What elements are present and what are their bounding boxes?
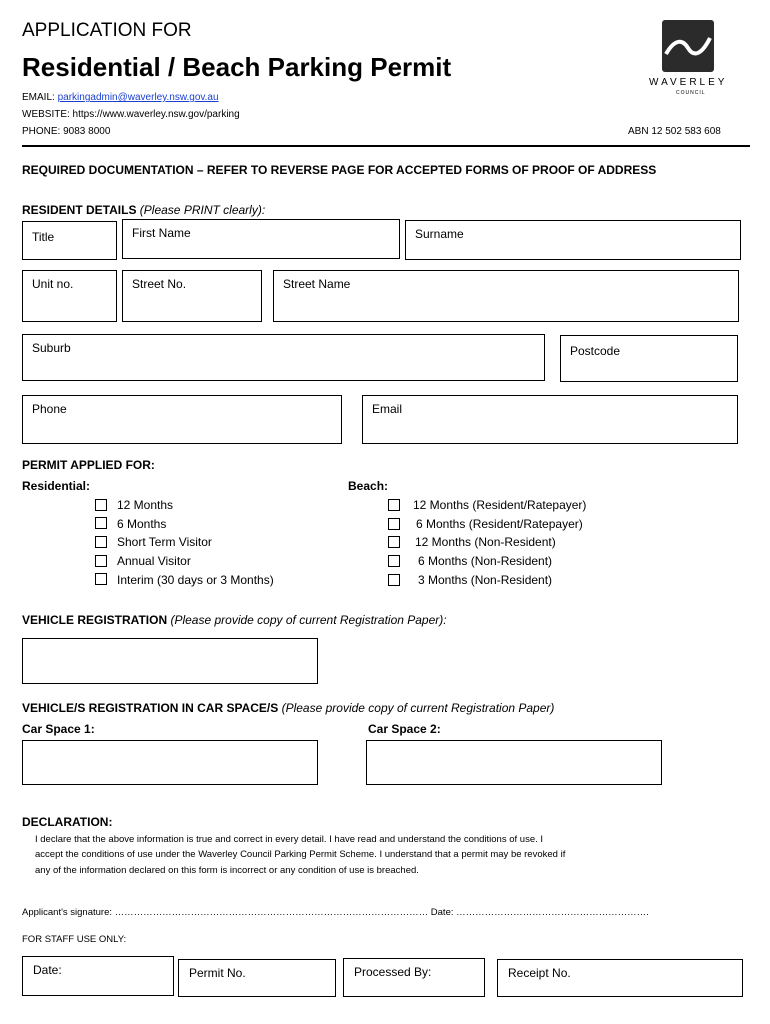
staff-permit-no-field[interactable] [178, 959, 336, 997]
beach-12-months-non-resident-checkbox[interactable] [388, 536, 400, 548]
required-documentation-note: REQUIRED DOCUMENTATION – REFER TO REVERSE PAGE FOR ACCEPTED FORMS OF PROOF OF ADDRESS [22, 163, 657, 177]
residential-option-label: Short Term Visitor [117, 535, 212, 549]
beach-option-label: 12 Months (Resident/Ratepayer) [413, 498, 587, 512]
car-space-heading-text: VEHICLE/S REGISTRATION IN CAR SPACE/S [22, 701, 279, 715]
beach-6-months-resident-checkbox[interactable] [388, 518, 400, 530]
postcode-label: Postcode [570, 344, 621, 358]
street-no-field[interactable] [122, 270, 262, 322]
permit-applied-heading: PERMIT APPLIED FOR: [22, 458, 155, 472]
car-space-2-field[interactable] [366, 740, 662, 785]
declaration-line-1: I declare that the above information is true and correct in every detail. I have read and understand the conditions of use. I [35, 834, 544, 845]
title-label: Title [32, 230, 55, 244]
email-label: EMAIL: [22, 92, 55, 103]
declaration-heading: DECLARATION: [22, 815, 113, 829]
beach-3-months-non-resident-checkbox[interactable] [388, 574, 400, 586]
suburb-field[interactable] [22, 334, 545, 381]
logo-name: WAVERLEY [649, 77, 728, 88]
phone-line: PHONE: 9083 8000 [22, 126, 111, 137]
phone-field[interactable] [22, 395, 342, 444]
residential-interim-checkbox[interactable] [95, 573, 107, 585]
first-name-label: First Name [132, 226, 191, 240]
car-space-2-label: Car Space 2: [368, 722, 441, 736]
surname-label: Surname [415, 227, 464, 241]
residential-option-label: Annual Visitor [117, 554, 191, 568]
application-for-label: APPLICATION FOR [22, 20, 192, 41]
email-line [22, 92, 219, 103]
surname-field[interactable] [405, 220, 741, 260]
staff-date-field[interactable] [22, 956, 174, 996]
resident-details-heading [22, 203, 265, 217]
logo-sub: COUNCIL [676, 90, 706, 96]
car-space-heading-note: (Please provide copy of current Registration Paper) [281, 701, 555, 715]
residential-6-months-checkbox[interactable] [95, 517, 107, 529]
resident-heading-text: RESIDENT DETAILS [22, 203, 137, 217]
beach-12-months-resident-checkbox[interactable] [388, 499, 400, 511]
beach-option-label: 6 Months (Non-Resident) [418, 554, 553, 568]
header-divider [22, 145, 750, 147]
beach-option-label: 3 Months (Non-Resident) [418, 573, 553, 587]
waverley-logo-icon [662, 20, 714, 72]
car-space-1-field[interactable] [22, 740, 318, 785]
street-name-field[interactable] [273, 270, 739, 322]
staff-date-label: Date: [33, 963, 62, 977]
car-space-heading [22, 701, 554, 715]
residential-12-months-checkbox[interactable] [95, 499, 107, 511]
postcode-field[interactable] [560, 335, 738, 382]
email-link[interactable]: parkingadmin@waverley.nsw.gov.au [57, 92, 219, 103]
staff-use-heading: FOR STAFF USE ONLY: [22, 934, 127, 945]
abn-line: ABN 12 502 583 608 [628, 126, 721, 137]
title-field[interactable] [22, 221, 117, 260]
resident-heading-note: (Please PRINT clearly): [139, 203, 266, 217]
residential-option-label: Interim (30 days or 3 Months) [117, 573, 274, 587]
residential-option-label: 12 Months [117, 498, 174, 512]
unit-no-label: Unit no. [32, 277, 74, 291]
staff-permit-no-label: Permit No. [189, 966, 246, 980]
residential-short-term-visitor-checkbox[interactable] [95, 536, 107, 548]
beach-6-months-non-resident-checkbox[interactable] [388, 555, 400, 567]
residential-annual-visitor-checkbox[interactable] [95, 555, 107, 567]
unit-no-field[interactable] [22, 270, 117, 322]
vehicle-registration-heading [22, 613, 447, 627]
declaration-line-3: any of the information declared on this form is incorrect or any condition of use is breached. [35, 865, 419, 876]
email-field[interactable] [362, 395, 738, 444]
beach-option-label: 6 Months (Resident/Ratepayer) [416, 517, 583, 531]
phone-label: Phone [32, 402, 67, 416]
website-line: WEBSITE: https://www.waverley.nsw.gov/parking [22, 109, 240, 120]
suburb-label: Suburb [32, 341, 71, 355]
residential-label: Residential: [22, 479, 91, 493]
staff-processed-by-label: Processed By: [354, 965, 432, 979]
applicant-signature-line[interactable]: Applicant's signature: ……………………………………………………………………………………… Date: ……………………………………………………. [22, 907, 649, 918]
page-title: Residential / Beach Parking Permit [22, 52, 452, 82]
beach-option-label: 12 Months (Non-Resident) [415, 535, 556, 549]
first-name-field[interactable] [122, 219, 400, 259]
vehicle-heading-text: VEHICLE REGISTRATION [22, 613, 168, 627]
beach-label: Beach: [348, 479, 389, 493]
vehicle-registration-field[interactable] [22, 638, 318, 684]
staff-receipt-no-field[interactable] [497, 959, 743, 997]
street-name-label: Street Name [283, 277, 351, 291]
staff-processed-by-field[interactable] [343, 958, 485, 997]
street-no-label: Street No. [132, 277, 187, 291]
email-field-label: Email [372, 402, 403, 416]
declaration-line-2: accept the conditions of use under the Waverley Council Parking Permit Scheme. I understand that a permit may be revoked if [35, 849, 566, 860]
car-space-1-label: Car Space 1: [22, 722, 95, 736]
residential-option-label: 6 Months [117, 517, 167, 531]
staff-receipt-no-label: Receipt No. [508, 966, 571, 980]
vehicle-heading-note: (Please provide copy of current Registration Paper): [170, 613, 447, 627]
